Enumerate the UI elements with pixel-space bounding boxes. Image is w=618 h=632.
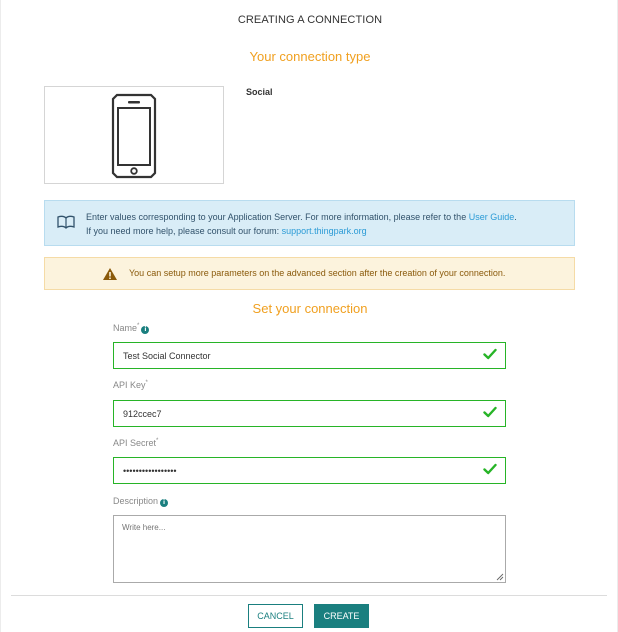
warning-text: You can setup more parameters on the advanced section after the creation of your connection.	[129, 268, 506, 278]
name-info-icon[interactable]: i	[141, 326, 149, 334]
warning-message	[44, 257, 575, 290]
set-connection-heading: Set your connection	[252, 301, 368, 316]
api-secret-input[interactable]	[113, 457, 506, 484]
name-input[interactable]	[113, 342, 506, 369]
description-textarea[interactable]	[113, 515, 506, 583]
name-required-mark: *	[137, 323, 140, 329]
api-key-valid-check-icon	[483, 406, 497, 418]
footer-divider	[11, 595, 607, 596]
info-text	[86, 210, 517, 238]
info-line1-suffix: .	[514, 212, 517, 222]
api-key-label	[113, 380, 148, 390]
api-secret-valid-check-icon	[483, 463, 497, 475]
connection-type-heading: Your connection type	[249, 49, 371, 64]
description-info-icon[interactable]: i	[160, 499, 168, 507]
user-guide-link[interactable]: User Guide	[468, 212, 515, 222]
api-key-required-mark: *	[145, 380, 148, 386]
book-icon	[57, 215, 75, 229]
api-secret-required-mark: *	[156, 438, 159, 444]
name-label-text: Name	[113, 323, 138, 333]
api-secret-label-text: API Secret	[113, 438, 157, 448]
device-type-card	[44, 86, 224, 184]
info-line2-text: If you need more help, please consult our forum:	[86, 226, 282, 236]
create-button[interactable]: CREATE	[314, 604, 369, 628]
smartphone-icon	[111, 93, 157, 179]
api-secret-label	[113, 438, 158, 448]
api-key-label-text: API Key	[113, 380, 146, 390]
description-label	[113, 496, 168, 507]
resize-grip-icon[interactable]	[496, 573, 504, 581]
api-key-input[interactable]	[113, 400, 506, 427]
info-message	[44, 200, 575, 246]
forum-link[interactable]: support.thingpark.org	[281, 226, 367, 236]
description-label-text: Description	[113, 496, 159, 506]
name-valid-check-icon	[483, 348, 497, 360]
warning-icon	[102, 267, 118, 281]
info-line1-text: Enter values corresponding to your Application Server. For more information, please refer to the	[86, 212, 469, 222]
connection-type-label: Social	[246, 87, 273, 97]
dialog-title: CREATING A CONNECTION	[237, 14, 383, 26]
name-label	[113, 323, 149, 334]
cancel-button[interactable]: CANCEL	[248, 604, 303, 628]
